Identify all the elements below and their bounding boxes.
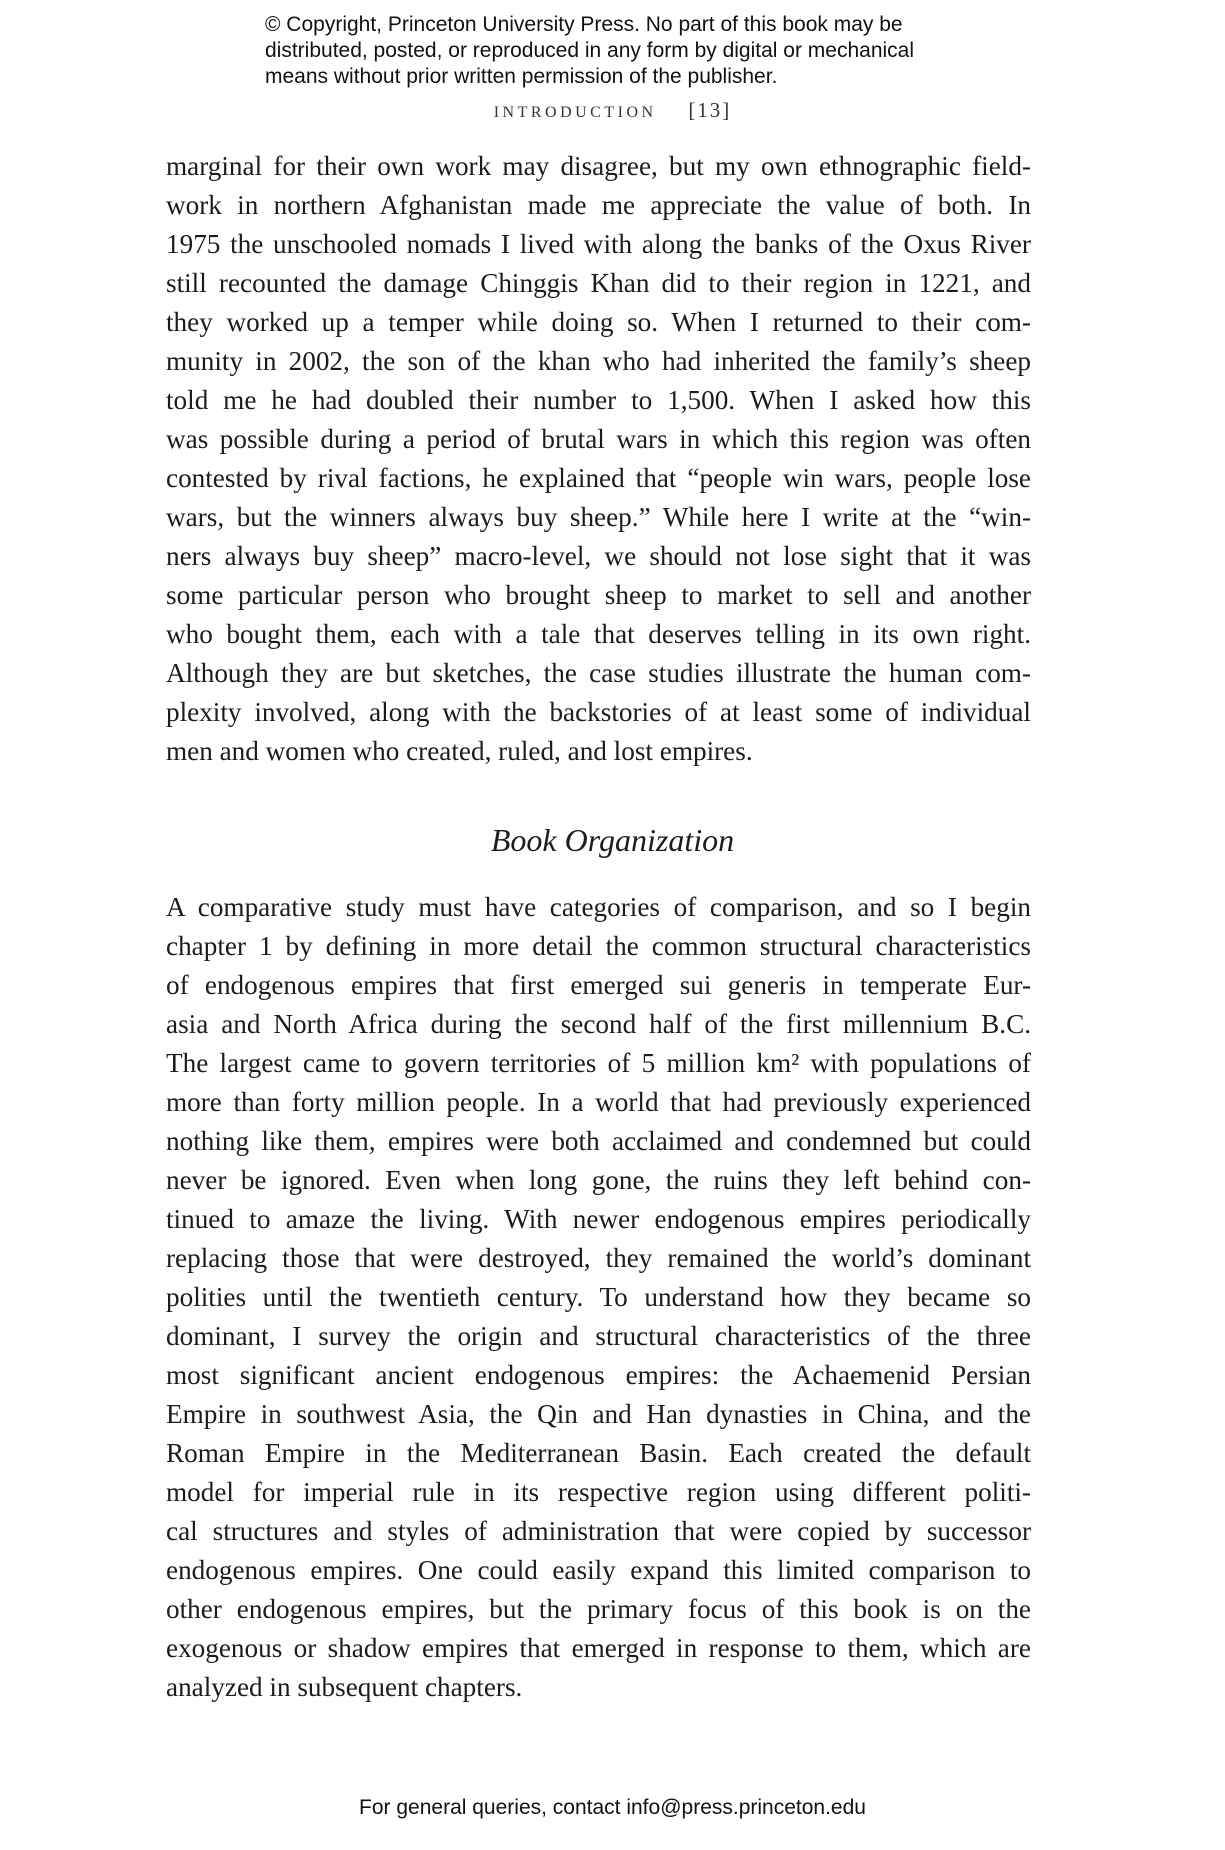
footer-contact: For general queries, contact info@press.princeton.edu [359, 1796, 866, 1819]
paragraph-intro-continuation [166, 147, 1031, 771]
text-line: Although they are but sketches, the case studies illustrate the human com- [166, 658, 1031, 688]
text-line: dominant, I survey the origin and structural characteristics of the three [166, 1321, 1031, 1351]
text-line: 1975 the unschooled nomads I lived with along the banks of the Oxus River [166, 229, 1031, 259]
text-line: chapter 1 by defining in more detail the common structural characteristics [166, 931, 1031, 961]
page-number: [13] [688, 98, 732, 122]
copyright-notice [265, 12, 985, 90]
text-line: model for imperial rule in its respective region using different politi- [166, 1477, 1031, 1507]
text-line: ners always buy sheep” macro-level, we should not lose sight that it was [166, 541, 1031, 571]
text-line: men and women who created, ruled, and lost empires. [166, 736, 753, 766]
text-line: they worked up a temper while doing so. When I returned to their com- [166, 307, 1031, 337]
text-line: A comparative study must have categories of comparison, and so I begin [166, 892, 1031, 922]
section-heading: Book Organization [490, 822, 735, 858]
text-line: still recounted the damage Chinggis Khan did to their region in 1221, and [166, 268, 1031, 298]
text-line: wars, but the winners always buy sheep.” While here I write at the “win- [166, 502, 1031, 532]
text-line: more than forty million people. In a world that had previously experienced [166, 1087, 1031, 1117]
copyright-line: distributed, posted, or reproduced in any form by digital or mechanical [265, 39, 915, 62]
text-line: replacing those that were destroyed, they remained the world’s dominant [166, 1243, 1031, 1273]
paragraph-book-organization [166, 888, 1031, 1707]
text-line: contested by rival factions, he explained that “people win wars, people lose [166, 463, 1031, 493]
text-line: munity in 2002, the son of the khan who had inherited the family’s sheep [166, 346, 1031, 376]
text-line: Roman Empire in the Mediterranean Basin. Each created the default [166, 1438, 1031, 1468]
text-line: cal structures and styles of administration that were copied by successor [166, 1516, 1031, 1546]
text-line: never be ignored. Even when long gone, the ruins they left behind con- [166, 1165, 1031, 1195]
text-line: who bought them, each with a tale that deserves telling in its own right. [166, 619, 1031, 649]
text-line: analyzed in subsequent chapters. [166, 1672, 523, 1702]
text-line: asia and North Africa during the second half of the first millennium B.C. [166, 1009, 1031, 1039]
text-line: work in northern Afghanistan made me appreciate the value of both. In [166, 190, 1031, 220]
copyright-line: means without prior written permission of the publisher. [265, 65, 778, 88]
text-line: some particular person who brought sheep to market to sell and another [166, 580, 1031, 610]
text-line: exogenous or shadow empires that emerged in response to them, which are [166, 1633, 1031, 1663]
text-line: of endogenous empires that first emerged sui generis in temperate Eur- [166, 970, 1031, 1000]
text-line: tinued to amaze the living. With newer endogenous empires periodically [166, 1204, 1031, 1234]
text-line: endogenous empires. One could easily expand this limited comparison to [166, 1555, 1031, 1585]
text-line: other endogenous empires, but the primary focus of this book is on the [166, 1594, 1031, 1624]
text-line: told me he had doubled their number to 1,500. When I asked how this [166, 385, 1031, 415]
running-head-section: INTRODUCTION [493, 104, 657, 121]
text-line: polities until the twentieth century. To understand how they became so [166, 1282, 1031, 1312]
copyright-line: © Copyright, Princeton University Press. No part of this book may be [265, 13, 903, 36]
text-line: plexity involved, along with the backstories of at least some of individual [166, 697, 1031, 727]
text-line: most significant ancient endogenous empires: the Achaemenid Persian [166, 1360, 1031, 1390]
text-line: was possible during a period of brutal wars in which this region was often [166, 424, 1031, 454]
text-line: marginal for their own work may disagree, but my own ethnographic field- [166, 151, 1031, 181]
text-line: The largest came to govern territories of 5 million km² with populations of [166, 1048, 1031, 1078]
running-head [0, 98, 1225, 123]
text-line: Empire in southwest Asia, the Qin and Han dynasties in China, and the [166, 1399, 1031, 1429]
text-line: nothing like them, empires were both acclaimed and condemned but could [166, 1126, 1031, 1156]
